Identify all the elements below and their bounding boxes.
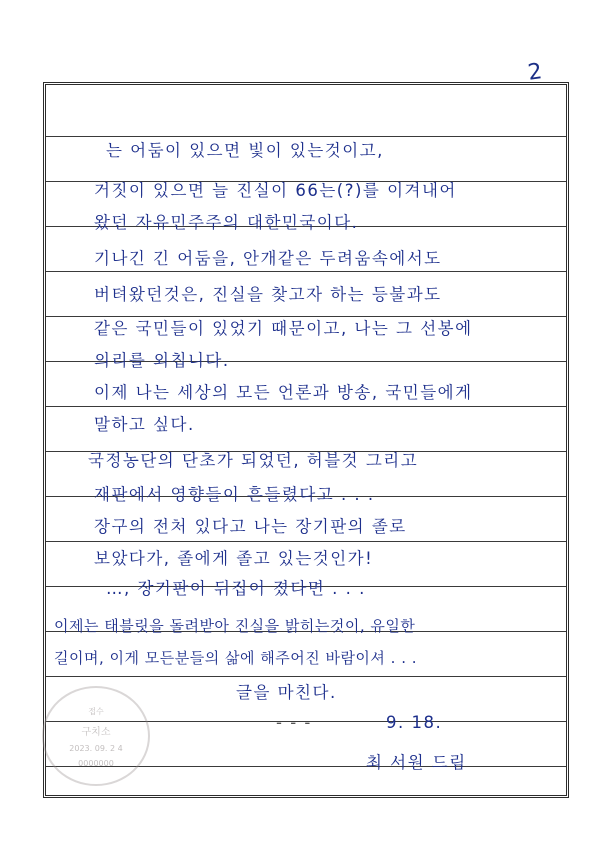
letter-line: 글을 마친다. <box>236 683 337 702</box>
letter-line: 버텨왔던것은, 진실을 찾고자 하는 등불과도 <box>94 285 442 304</box>
letter-line: 장구의 전처 있다고 나는 장기판의 졸로 <box>94 517 407 536</box>
letter-line: 길이며, 이게 모든분들의 삶에 해주어진 바람이셔 . . . <box>54 649 418 667</box>
footer-dashes: - - - <box>276 713 312 732</box>
letter-line: 말하고 싶다. <box>94 415 195 434</box>
letter-line: …, 장기판이 뒤집어 졌다면 . . . <box>106 579 366 598</box>
letter-line: 의리를 외칩니다. <box>94 351 230 370</box>
letter-frame <box>43 82 569 798</box>
letter-line: 보았다가, 졸에게 졸고 있는것인가! <box>94 549 374 568</box>
letter-line: 이제는 태블릿을 돌려받아 진실을 밝히는것이, 유일한 <box>54 617 416 635</box>
letter-line: 국정농단의 단초가 되었던, 허블것 그리고 <box>88 451 419 470</box>
page-number: 2 <box>526 59 544 86</box>
letter-line: 이제 나는 세상의 모든 언론과 방송, 국민들에게 <box>94 383 473 402</box>
letter-line: 거짓이 있으면 늘 진실이 66는(?)를 이겨내어 <box>94 181 457 200</box>
letter-date: 9. 18. <box>386 713 443 732</box>
receipt-stamp: 접수 구치소 2023. 09. 2 4 0000000 <box>42 686 150 786</box>
letter-line: 재판에서 영향들이 흔들렸다고 . . . <box>94 485 375 504</box>
letter-line: 같은 국민들이 있었기 때문이고, 나는 그 선봉에 <box>94 319 473 338</box>
letter-line: 왔던 자유민주주의 대한민국이다. <box>94 213 359 232</box>
letter-line: 는 어둠이 있으면 빛이 있는것이고, <box>106 141 384 160</box>
letter-line: 기나긴 긴 어둠을, 안개같은 두려움속에서도 <box>94 249 442 268</box>
signature: 최 서원 드림 <box>366 753 467 772</box>
